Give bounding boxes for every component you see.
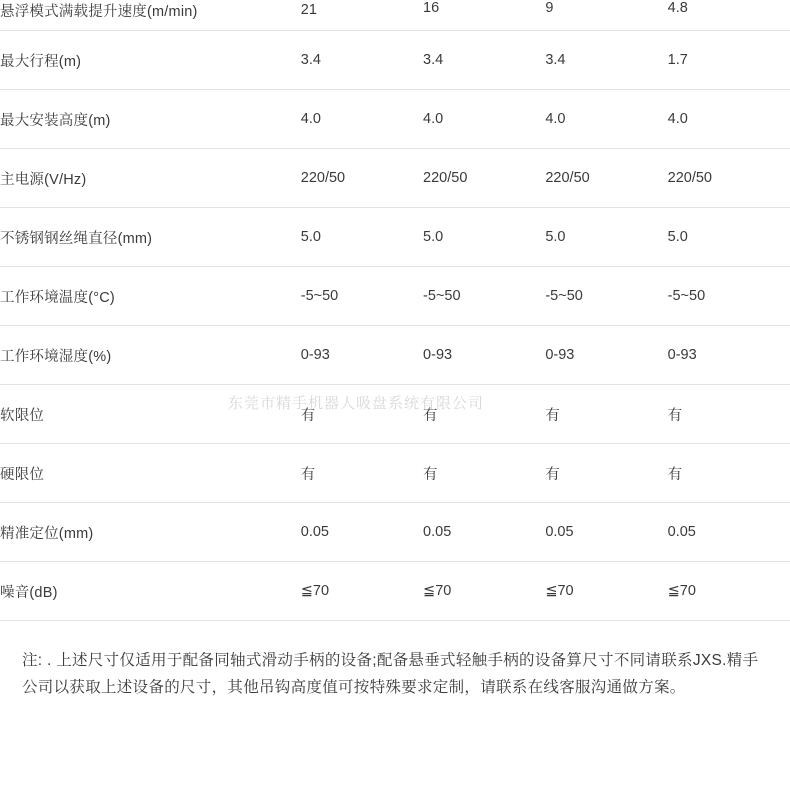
row-value-3: 220/50	[545, 149, 667, 208]
row-value-4: 1.7	[668, 31, 790, 90]
row-value-4: 5.0	[668, 208, 790, 267]
row-value-4: 有	[668, 444, 790, 503]
footnote: 注: . 上述尺寸仅适用于配备同轴式滑动手柄的设备;配备悬垂式轻触手柄的设备算尺寸不同请联系JXS.精手公司以获取上述设备的尺寸，其他吊钩高度值可按特殊要求定制，请联系在线客服沟通做方案。	[22, 652, 759, 697]
row-label: 软限位	[0, 385, 301, 444]
table-row	[0, 31, 790, 90]
table-row	[0, 444, 790, 503]
row-value-1: 4.0	[301, 90, 423, 149]
row-value-2: 有	[423, 444, 545, 503]
row-value-1: 21	[301, 0, 423, 31]
row-value-1: -5~50	[301, 267, 423, 326]
row-value-4: 0-93	[668, 326, 790, 385]
row-value-1: 5.0	[301, 208, 423, 267]
row-value-3: 0.05	[545, 503, 667, 562]
table-row	[0, 149, 790, 208]
row-value-4: 有	[668, 385, 790, 444]
row-value-2: ≦70	[423, 562, 545, 621]
row-value-1: 0-93	[301, 326, 423, 385]
row-value-3: 9	[545, 0, 667, 31]
row-label: 最大行程(m)	[0, 31, 301, 90]
row-value-3: 0-93	[545, 326, 667, 385]
table-row	[0, 0, 790, 31]
row-value-2: 220/50	[423, 149, 545, 208]
row-label: 硬限位	[0, 444, 301, 503]
row-value-1: 有	[301, 385, 423, 444]
row-value-3: -5~50	[545, 267, 667, 326]
row-value-1: 3.4	[301, 31, 423, 90]
row-value-4: 4.8	[668, 0, 790, 31]
row-value-2: 4.0	[423, 90, 545, 149]
row-label: 主电源(V/Hz)	[0, 149, 301, 208]
watermark-text: 东莞市精手机器人吸盘系统有限公司	[228, 395, 485, 412]
row-value-1: 有	[301, 444, 423, 503]
row-value-2: 0-93	[423, 326, 545, 385]
table-row	[0, 562, 790, 621]
row-value-2: 有	[423, 385, 545, 444]
row-value-4: 4.0	[668, 90, 790, 149]
row-value-3: 5.0	[545, 208, 667, 267]
row-value-1: ≦70	[301, 562, 423, 621]
row-value-3: 3.4	[545, 31, 667, 90]
row-value-1: 0.05	[301, 503, 423, 562]
row-value-3: ≦70	[545, 562, 667, 621]
row-value-1: 220/50	[301, 149, 423, 208]
row-value-2: 5.0	[423, 208, 545, 267]
row-value-4: -5~50	[668, 267, 790, 326]
row-label: 最大安装高度(m)	[0, 90, 301, 149]
row-label: 不锈钢钢丝绳直径(mm)	[0, 208, 301, 267]
table-row	[0, 503, 790, 562]
row-label: 精准定位(mm)	[0, 503, 301, 562]
table-row	[0, 267, 790, 326]
row-value-2: 0.05	[423, 503, 545, 562]
table-row	[0, 208, 790, 267]
row-value-3: 有	[545, 385, 667, 444]
row-value-4: ≦70	[668, 562, 790, 621]
table-row	[0, 326, 790, 385]
row-label: 悬浮模式满载提升速度(m/min)	[0, 0, 301, 31]
table-row	[0, 90, 790, 149]
row-value-4: 220/50	[668, 149, 790, 208]
table-row	[0, 385, 790, 444]
row-label: 工作环境湿度(%)	[0, 326, 301, 385]
row-value-2: 3.4	[423, 31, 545, 90]
row-value-3: 有	[545, 444, 667, 503]
row-value-2: 16	[423, 0, 545, 31]
row-value-2: -5~50	[423, 267, 545, 326]
row-value-4: 0.05	[668, 503, 790, 562]
row-value-3: 4.0	[545, 90, 667, 149]
row-label: 噪音(dB)	[0, 562, 301, 621]
row-label: 工作环境温度(°C)	[0, 267, 301, 326]
